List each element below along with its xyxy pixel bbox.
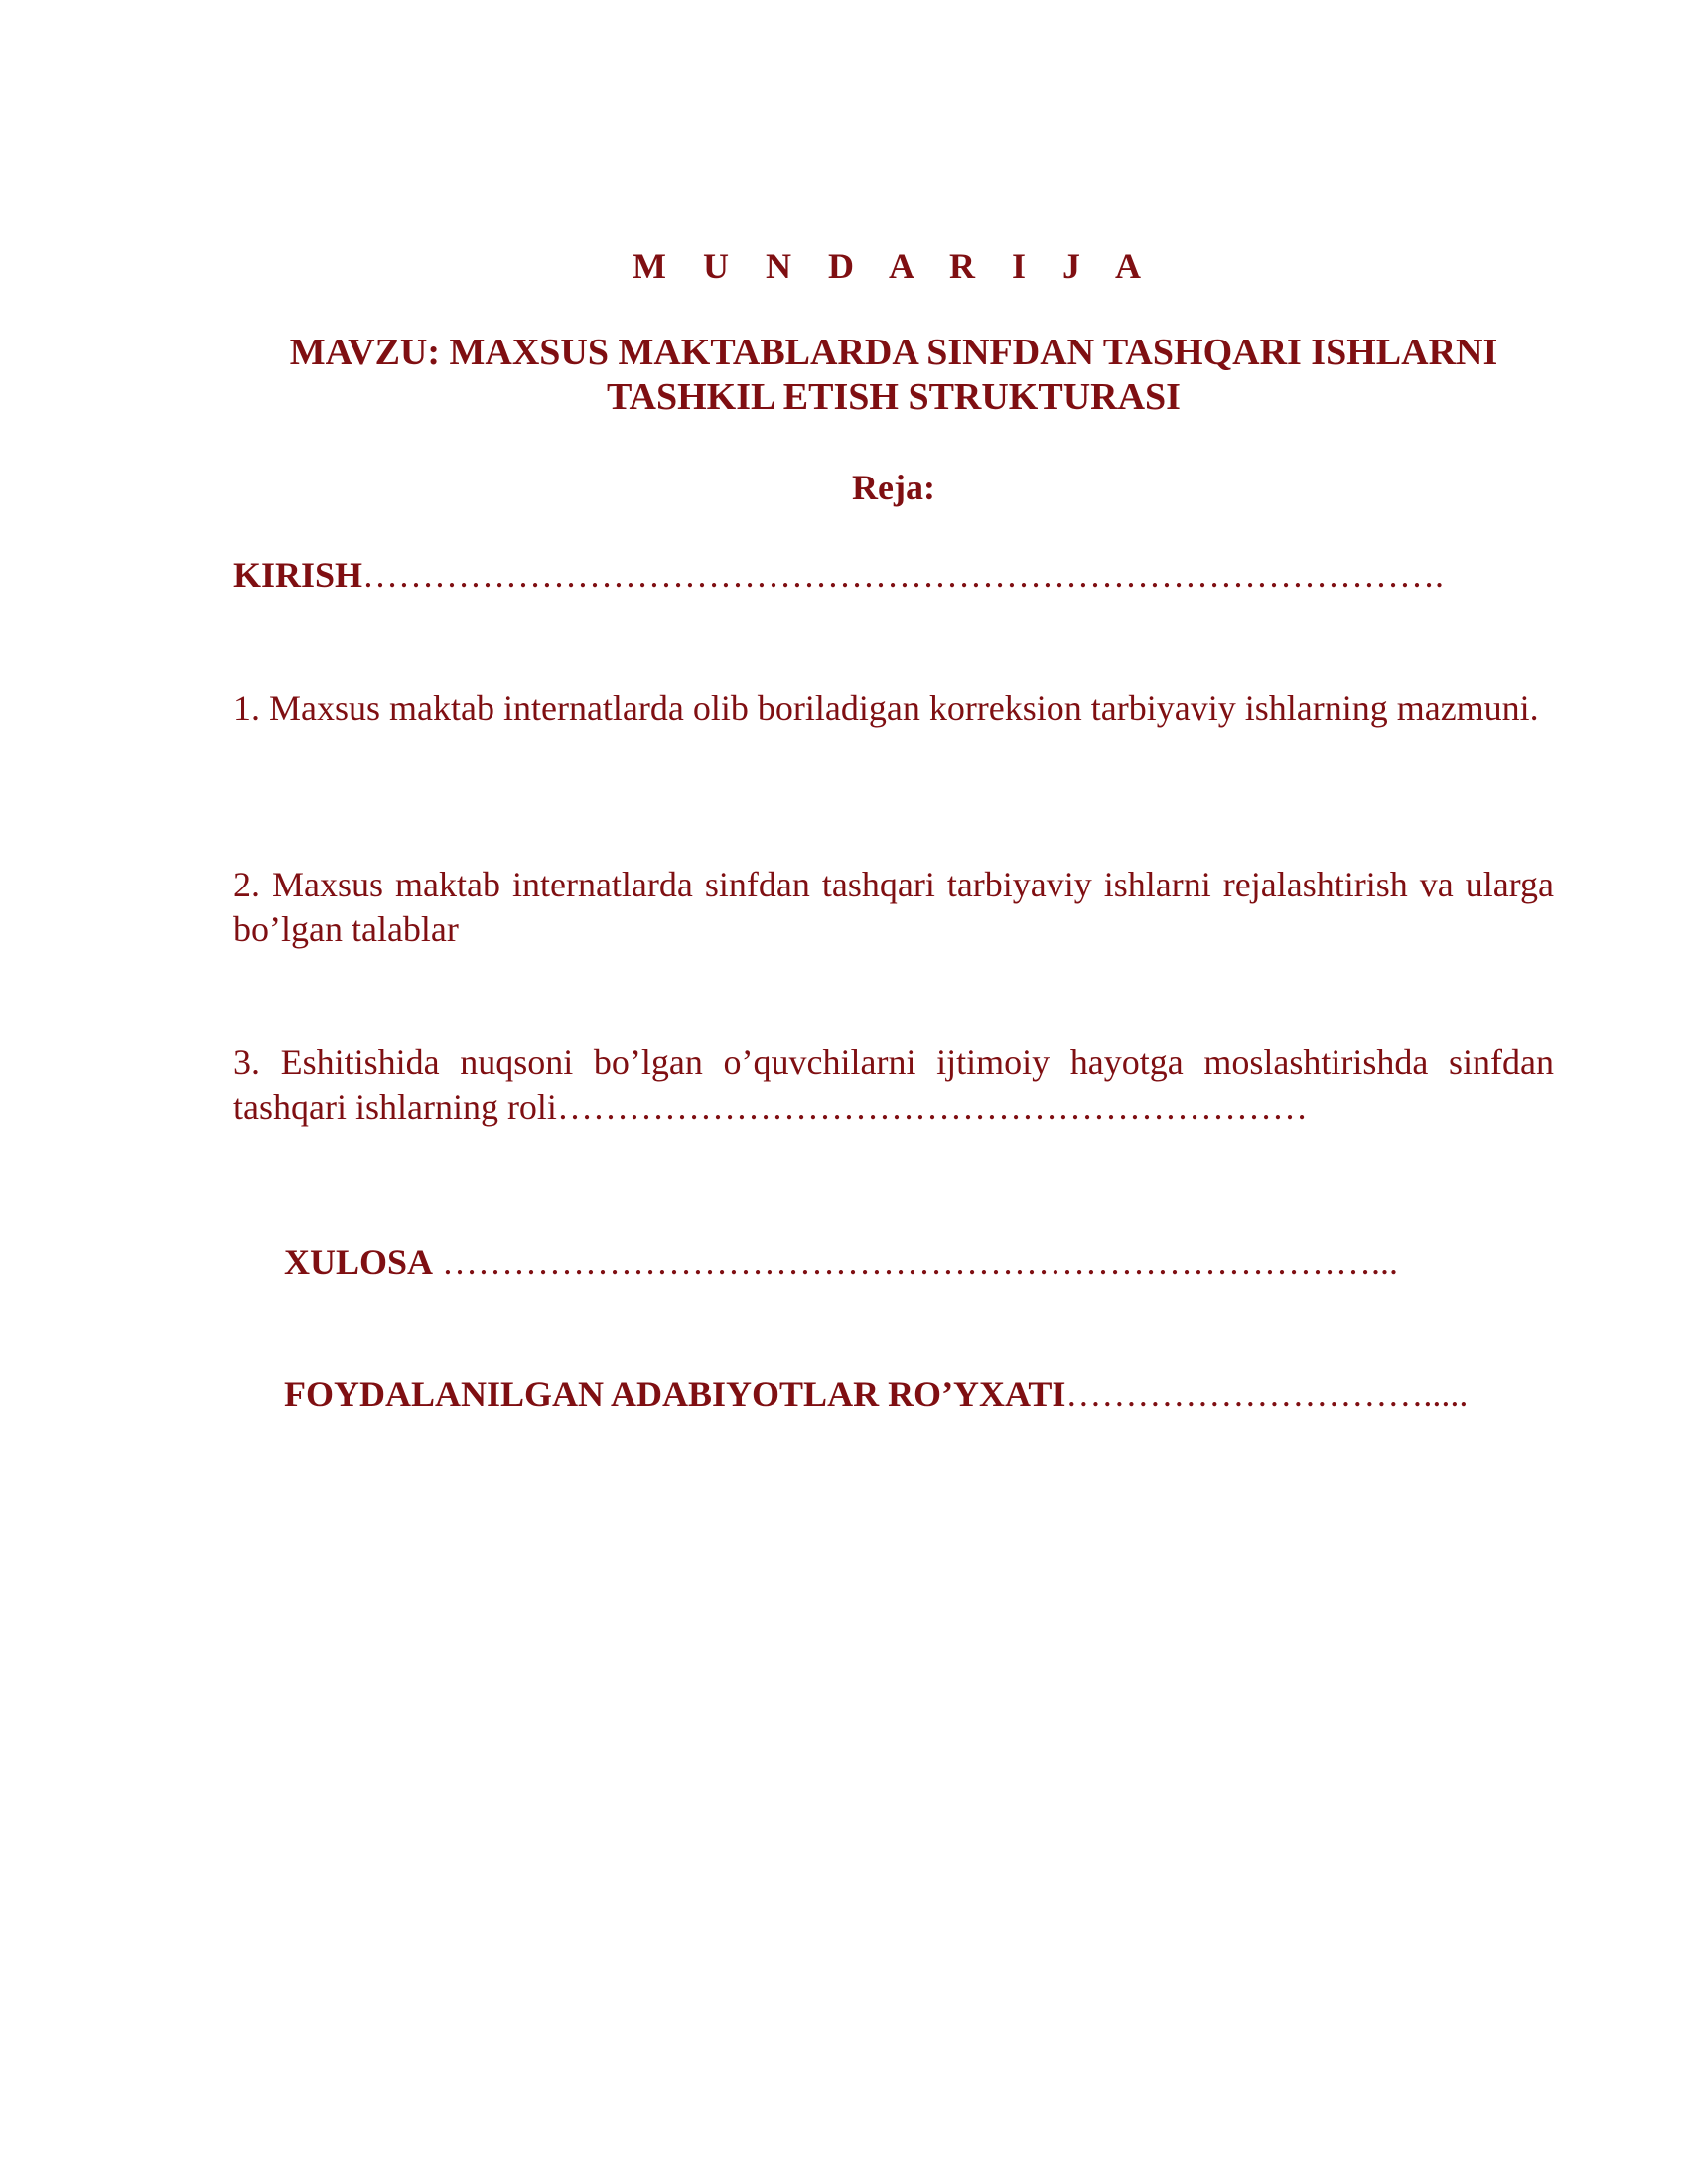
toc-intro-label: KIRISH	[233, 555, 363, 595]
toc-references-leader: ………………………….....	[1065, 1374, 1469, 1414]
toc-intro-leader: ……………………………………………………………………………….	[362, 555, 1445, 595]
toc-conclusion-label: XULOSA	[284, 1242, 434, 1282]
toc-item-2: 2. Maxsus maktab internatlarda sinfdan tashqari tarbiyaviy ishlarni rejalashtirish va ularga bo’lgan talablar	[233, 865, 1554, 949]
toc-item-3	[233, 1040, 1554, 1130]
toc-references-label: FOYDALANILGAN ADABIYOTLAR RO’YXATI	[284, 1374, 1066, 1414]
page-title: M U N D A R I J A	[632, 246, 1156, 286]
plan-label: Reja:	[852, 468, 935, 507]
toc-entry-intro	[233, 554, 1444, 596]
toc-conclusion-leader: ……………………………………………………………………...	[433, 1242, 1399, 1282]
toc-item-3-leader: ………………………………………………………	[556, 1087, 1308, 1127]
toc-item-1: 1. Maxsus maktab internatlarda olib boriladigan korreksion tarbiyaviy ishlarning mazmuni.	[233, 688, 1539, 728]
topic-heading: MAVZU: MAXSUS MAKTABLARDA SINFDAN TASHQARI ISHLARNI TASHKIL ETISH STRUKTURASI	[289, 332, 1498, 418]
toc-item-3-text: 3. Eshitishida nuqsoni bo’lgan o’quvchilarni ijtimoiy hayotga moslashtirishda sinfdan tashqari ishlarning roli	[233, 1042, 1554, 1127]
toc-entry-references	[284, 1373, 1468, 1415]
toc-entry-conclusion	[284, 1241, 1398, 1283]
